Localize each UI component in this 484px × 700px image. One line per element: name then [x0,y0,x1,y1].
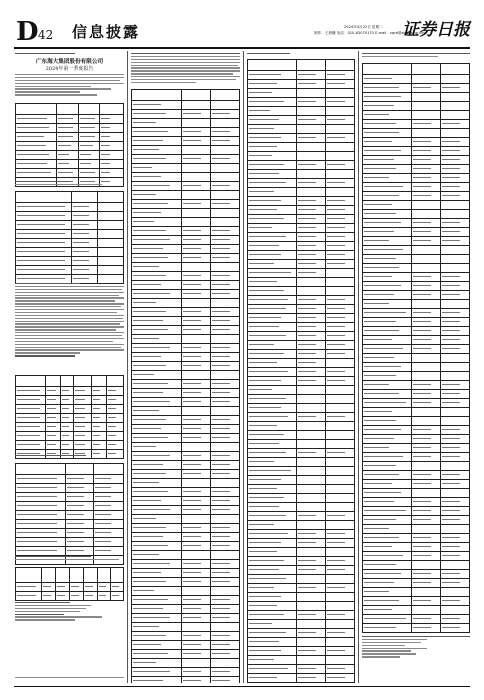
masthead-rule [14,47,470,49]
report-title: 2024年第一季度报告 [45,66,94,72]
other-matters-text [15,602,124,622]
cash-flow-table [362,63,470,633]
column-2 [131,51,240,683]
column-3 [247,51,355,683]
date-line: 2024年4月22日 星期二 [344,25,383,29]
balance-sheet-table [131,89,240,683]
editor-line: 制作：王晨曦 电话：010-63070170 E-mail：zqrb@zqrb.sina.net [314,31,425,35]
column-divider [127,51,128,683]
changes-explanation-text [15,283,124,358]
securities-lending-table [15,567,124,601]
section-letter: D [16,17,38,47]
page-number: 42 [38,28,54,42]
income-statement-table [247,59,355,683]
financial-summary-table [15,103,124,187]
column-footer-text [15,677,124,680]
column-divider [243,51,244,683]
intro-text-block [15,53,124,56]
column-1 [15,51,124,683]
page-bottom-rule [14,686,470,687]
column-4 [362,51,470,683]
newspaper-logo: 证券日报 [402,20,470,40]
top-ten-holders-table [15,463,124,565]
nonrecurring-items-table [15,191,124,284]
column-divider [358,51,359,683]
cash-flow-caption [362,53,470,59]
disclaimer-text [15,74,124,97]
shareholders-note [15,455,124,458]
masthead [14,18,470,48]
audit-note-text [362,636,470,659]
company-name: 广东海大集团股份有限公司 [35,59,104,65]
section-title: 信息披露 [72,23,141,41]
table-caption [247,53,355,56]
shareholders-table [15,375,124,459]
continued-text [131,53,240,85]
lending-note [15,556,124,562]
section-text [15,181,124,187]
